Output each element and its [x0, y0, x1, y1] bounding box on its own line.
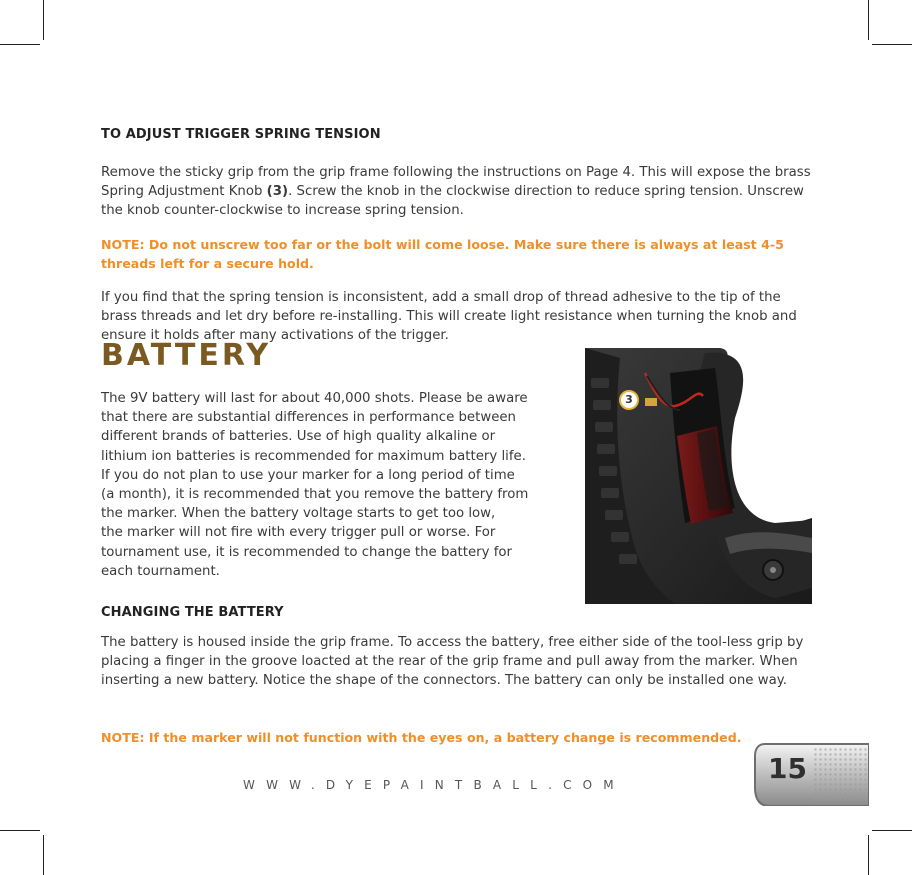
- crop-mark: [868, 835, 869, 875]
- battery-line: lithium ion batteries is recommended for maximum battery life.: [101, 448, 526, 464]
- page-number: 15: [768, 752, 807, 785]
- crop-mark: [43, 0, 44, 40]
- crop-mark: [868, 0, 869, 40]
- trigger-instructions: [101, 163, 813, 221]
- crop-mark: [872, 44, 912, 45]
- changing-battery-paragraph: The battery is housed inside the grip frame. To access the battery, free either side of the tool-less grip by placing a finger in the groove loacted at the rear of the grip frame and pull away from the marker. When inserting a new battery. Notice the shape of the connectors. The battery can only be installed one way.: [101, 635, 804, 689]
- crop-mark: [872, 830, 912, 831]
- website-url: WWW.DYEPAINTBALL.COM: [243, 778, 625, 792]
- callout-marker: 3: [619, 390, 639, 410]
- trigger-heading: TO ADJUST TRIGGER SPRING TENSION: [101, 127, 381, 142]
- trigger-instructions-a: Remove the sticky grip from the grip frame following the instructions on Page 4. This will expose the brass Spring Adjustment Knob: [101, 165, 811, 200]
- knob-reference: (3): [266, 184, 289, 200]
- trigger-note: NOTE: Do not unscrew too far or the bolt will come loose. Make sure there is always at least 4-5 threads left for a secure hold.: [101, 237, 784, 271]
- battery-title: BATTERY: [101, 338, 272, 373]
- crop-mark: [0, 44, 40, 45]
- battery-line: tournament use, it is recommended to change the battery for: [101, 544, 512, 560]
- battery-line: different brands of batteries. Use of high quality alkaline or: [101, 429, 496, 445]
- battery-change-note: NOTE: If the marker will not function with the eyes on, a battery change is recommended.: [101, 730, 742, 745]
- trigger-instructions-b: . Screw the knob in the clockwise direction to reduce spring tension. Unscrew the knob counter-clockwise to increase spring tension.: [101, 184, 804, 219]
- battery-line: the marker will not fire with every trigger pull or worse. For: [101, 525, 496, 541]
- battery-line: The 9V battery will last for about 40,000 shots. Please be aware: [101, 391, 528, 406]
- changing-battery-heading: CHANGING THE BATTERY: [101, 605, 284, 620]
- trigger-adhesive-paragraph: If you find that the spring tension is inconsistent, add a small drop of thread adhesive to the tip of the brass threads and let dry before re-installing. This will create light resistance when turning the knob and ensure it holds after many activations of the trigger.: [101, 290, 797, 344]
- battery-paragraph: [101, 389, 581, 581]
- grip-frame-illustration: [585, 348, 812, 604]
- battery-line: the marker. When the battery voltage starts to get too low,: [101, 506, 496, 522]
- battery-line: If you do not plan to use your marker for a long period of time: [101, 467, 515, 483]
- battery-line: that there are substantial differences in performance between: [101, 410, 516, 426]
- battery-line: each tournament.: [101, 563, 220, 579]
- battery-line: (a month), it is recommended that you remove the battery from: [101, 487, 529, 503]
- grip-frame-photo: [585, 348, 812, 604]
- crop-mark: [43, 835, 44, 875]
- crop-mark: [0, 830, 40, 831]
